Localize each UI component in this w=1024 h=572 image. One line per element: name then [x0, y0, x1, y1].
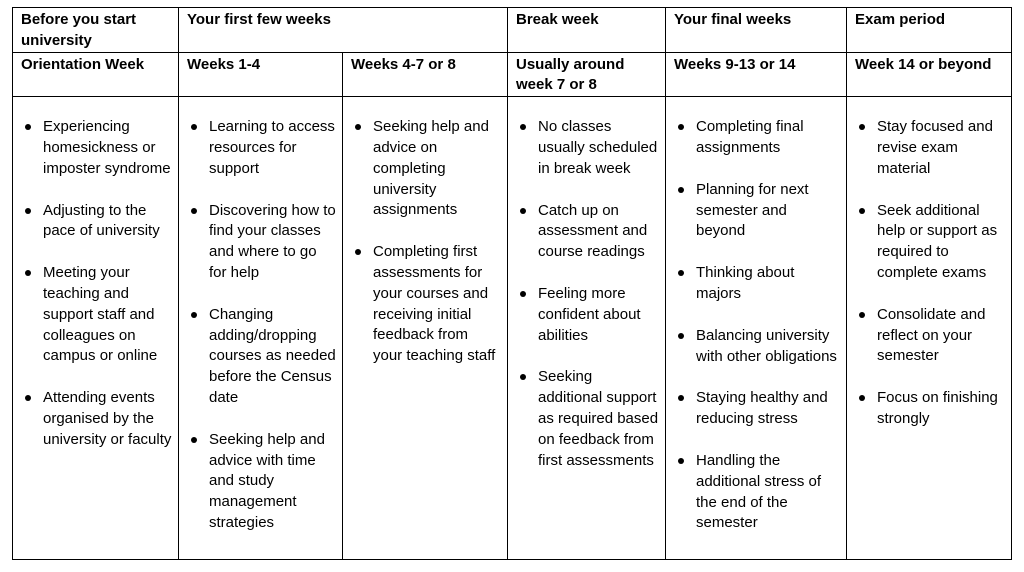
bullet-list — [351, 97, 501, 367]
list-item: No classes usually scheduled in break week — [516, 117, 659, 179]
list-item: Seeking help and advice on completing university assignments — [351, 117, 501, 221]
header-before-university: Before you start university — [13, 8, 179, 53]
weeks-break: Usually around week 7 or 8 — [508, 52, 666, 97]
weeks-9-14: Weeks 9-13 or 14 — [666, 52, 847, 97]
content-row — [13, 97, 1012, 560]
header-row-weeks — [13, 52, 1012, 97]
header-first-few-weeks: Your first few weeks — [179, 8, 508, 53]
col-final-weeks-cell — [666, 97, 847, 560]
list-item: Catch up on assessment and course readings — [516, 201, 659, 263]
list-item: Staying healthy and reducing stress — [674, 388, 840, 430]
university-timeline-table — [12, 7, 1012, 560]
col-weeks-4-8-cell — [343, 97, 508, 560]
list-item: Stay focused and revise exam material — [855, 117, 1005, 179]
weeks-1-4: Weeks 1-4 — [179, 52, 343, 97]
bullet-list — [516, 97, 659, 471]
list-item: Consolidate and reflect on your semester — [855, 305, 1005, 367]
col-weeks-1-4-cell — [179, 97, 343, 560]
list-item: Discovering how to find your classes and where to go for help — [187, 201, 336, 284]
col-exam-period-cell — [847, 97, 1012, 560]
col-orientation-cell — [13, 97, 179, 560]
weeks-4-8: Weeks 4-7 or 8 — [343, 52, 508, 97]
bullet-list — [674, 97, 840, 534]
list-item: Seeking help and advice with time and study management strategies — [187, 430, 336, 534]
weeks-14-beyond: Week 14 or beyond — [847, 52, 1012, 97]
header-exam-period: Exam period — [847, 8, 1012, 53]
list-item: Adjusting to the pace of university — [21, 201, 172, 243]
list-item: Thinking about majors — [674, 263, 840, 305]
list-item: Completing final assignments — [674, 117, 840, 159]
header-final-weeks: Your final weeks — [666, 8, 847, 53]
bullet-list — [21, 97, 172, 450]
col-break-week-cell — [508, 97, 666, 560]
list-item: Attending events organised by the university or faculty — [21, 388, 172, 450]
list-item: Balancing university with other obligations — [674, 326, 840, 368]
list-item: Seeking additional support as required based on feedback from first assessments — [516, 367, 659, 471]
weeks-orientation: Orientation Week — [13, 52, 179, 97]
header-row-period — [13, 8, 1012, 53]
list-item: Learning to access resources for support — [187, 117, 336, 179]
list-item: Meeting your teaching and support staff and colleagues on campus or online — [21, 263, 172, 367]
list-item: Focus on finishing strongly — [855, 388, 1005, 430]
bullet-list — [855, 97, 1005, 430]
list-item: Feeling more confident about abilities — [516, 284, 659, 346]
list-item: Completing first assessments for your courses and receiving initial feedback from your teaching staff — [351, 242, 501, 367]
header-break-week: Break week — [508, 8, 666, 53]
bullet-list — [187, 97, 336, 534]
list-item: Experiencing homesickness or imposter syndrome — [21, 117, 172, 179]
list-item: Handling the additional stress of the end of the semester — [674, 451, 840, 534]
list-item: Planning for next semester and beyond — [674, 180, 840, 242]
list-item: Changing adding/dropping courses as needed before the Census date — [187, 305, 336, 409]
list-item: Seek additional help or support as required to complete exams — [855, 201, 1005, 284]
